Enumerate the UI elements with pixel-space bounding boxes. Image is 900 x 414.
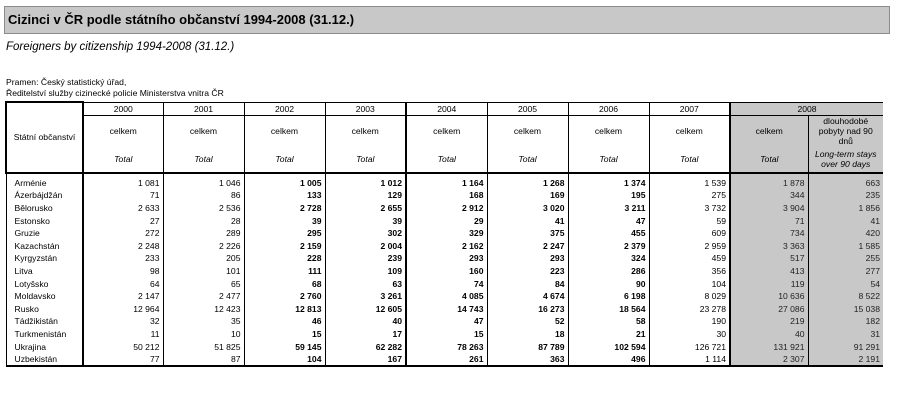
- value-cell: 375: [487, 227, 568, 240]
- value-cell: 39: [244, 214, 325, 227]
- subheader-cz: celkem: [730, 115, 808, 146]
- year-header: 2007: [649, 102, 730, 115]
- value-cell: 131 921: [730, 340, 808, 353]
- value-cell: 2 379: [568, 239, 649, 252]
- value-cell: 496: [568, 353, 649, 367]
- value-cell: 344: [730, 189, 808, 202]
- value-cell: 91 291: [808, 340, 883, 353]
- value-cell: 255: [808, 252, 883, 265]
- value-cell: 286: [568, 265, 649, 278]
- value-cell: 459: [649, 252, 730, 265]
- value-cell: 15: [406, 328, 487, 341]
- value-cell: 2 147: [83, 290, 163, 303]
- value-cell: 31: [808, 328, 883, 341]
- value-cell: 219: [730, 315, 808, 328]
- subheader-en: Total: [568, 146, 649, 173]
- value-cell: 235: [808, 189, 883, 202]
- value-cell: 104: [649, 277, 730, 290]
- value-cell: 2 159: [244, 239, 325, 252]
- value-cell: 10: [163, 328, 244, 341]
- country-cell: Gruzie: [6, 227, 83, 240]
- foreigners-table: [5, 101, 883, 367]
- value-cell: 12 813: [244, 302, 325, 315]
- year-header: 2005: [487, 102, 568, 115]
- table-row: [6, 189, 883, 202]
- subheader-cz: celkem: [325, 115, 406, 146]
- table-row: [6, 328, 883, 341]
- value-cell: 261: [406, 353, 487, 367]
- value-cell: 126 721: [649, 340, 730, 353]
- country-cell: Uzbekistán: [6, 353, 83, 367]
- country-cell: Kazachstán: [6, 239, 83, 252]
- value-cell: 15 038: [808, 302, 883, 315]
- year-header-row: [6, 102, 883, 115]
- value-cell: 104: [244, 353, 325, 367]
- value-cell: 2 247: [487, 239, 568, 252]
- value-cell: 3 363: [730, 239, 808, 252]
- source-line: Pramen: Český statistický úřad,: [6, 77, 127, 87]
- value-cell: 2 162: [406, 239, 487, 252]
- value-cell: 90: [568, 277, 649, 290]
- value-cell: 41: [808, 214, 883, 227]
- value-cell: 29: [406, 214, 487, 227]
- country-cell: Turkmenistán: [6, 328, 83, 341]
- value-cell: 205: [163, 252, 244, 265]
- subheader-cz-row: [6, 115, 883, 146]
- value-cell: 663: [808, 177, 883, 190]
- table-row: [6, 353, 883, 367]
- value-cell: 18 564: [568, 302, 649, 315]
- country-cell: Lotyšsko: [6, 277, 83, 290]
- year-header: 2006: [568, 102, 649, 115]
- value-cell: 293: [487, 252, 568, 265]
- value-cell: 2 226: [163, 239, 244, 252]
- value-cell: 52: [487, 315, 568, 328]
- value-cell: 1 164: [406, 177, 487, 190]
- subheader-cz: celkem: [83, 115, 163, 146]
- value-cell: 2 307: [730, 353, 808, 367]
- table-row: [6, 302, 883, 315]
- table-row: [6, 265, 883, 278]
- value-cell: 2 191: [808, 353, 883, 367]
- year-header: 2008: [730, 102, 883, 115]
- value-cell: 65: [163, 277, 244, 290]
- value-cell: 3 904: [730, 202, 808, 215]
- value-cell: 39: [325, 214, 406, 227]
- value-cell: 84: [487, 277, 568, 290]
- subheader-cz: celkem: [568, 115, 649, 146]
- value-cell: 109: [325, 265, 406, 278]
- subheader-cz: celkem: [406, 115, 487, 146]
- value-cell: 228: [244, 252, 325, 265]
- value-cell: 160: [406, 265, 487, 278]
- country-column-header: Státní občanství: [6, 102, 83, 173]
- value-cell: 517: [730, 252, 808, 265]
- value-cell: 27 086: [730, 302, 808, 315]
- subheader-long-en: Long-term stays over 90 days: [808, 146, 883, 173]
- country-cell: Ukrajina: [6, 340, 83, 353]
- table-row: [6, 177, 883, 190]
- value-cell: 356: [649, 265, 730, 278]
- value-cell: 272: [83, 227, 163, 240]
- table-row: [6, 227, 883, 240]
- value-cell: 6 198: [568, 290, 649, 303]
- value-cell: 3 261: [325, 290, 406, 303]
- value-cell: 1 268: [487, 177, 568, 190]
- value-cell: 223: [487, 265, 568, 278]
- country-cell: Kyrgyzstán: [6, 252, 83, 265]
- source-note: [6, 77, 224, 99]
- value-cell: 16 273: [487, 302, 568, 315]
- value-cell: 4 085: [406, 290, 487, 303]
- value-cell: 27: [83, 214, 163, 227]
- page-subtitle: Foreigners by citizenship 1994-2008 (31.12.): [6, 41, 235, 53]
- subheader-en: Total: [730, 146, 808, 173]
- value-cell: 46: [244, 315, 325, 328]
- country-cell: Tádžikistán: [6, 315, 83, 328]
- value-cell: 40: [730, 328, 808, 341]
- value-cell: 30: [649, 328, 730, 341]
- country-cell: Rusko: [6, 302, 83, 315]
- value-cell: 2 655: [325, 202, 406, 215]
- title-bar: [4, 6, 890, 34]
- value-cell: 68: [244, 277, 325, 290]
- value-cell: 129: [325, 189, 406, 202]
- value-cell: 11: [83, 328, 163, 341]
- table-row: [6, 290, 883, 303]
- value-cell: 295: [244, 227, 325, 240]
- subheader-en: Total: [325, 146, 406, 173]
- value-cell: 302: [325, 227, 406, 240]
- value-cell: 71: [83, 189, 163, 202]
- value-cell: 1 114: [649, 353, 730, 367]
- subheader-cz: celkem: [244, 115, 325, 146]
- value-cell: 239: [325, 252, 406, 265]
- value-cell: 28: [163, 214, 244, 227]
- year-header: 2003: [325, 102, 406, 115]
- country-cell: Arménie: [6, 177, 83, 190]
- value-cell: 190: [649, 315, 730, 328]
- value-cell: 2 477: [163, 290, 244, 303]
- value-cell: 63: [325, 277, 406, 290]
- subheader-cz: celkem: [649, 115, 730, 146]
- value-cell: 3 732: [649, 202, 730, 215]
- value-cell: 74: [406, 277, 487, 290]
- country-cell: Ázerbájdžán: [6, 189, 83, 202]
- value-cell: 35: [163, 315, 244, 328]
- value-cell: 2 728: [244, 202, 325, 215]
- value-cell: 1 878: [730, 177, 808, 190]
- subheader-en: Total: [649, 146, 730, 173]
- value-cell: 2 760: [244, 290, 325, 303]
- value-cell: 3 211: [568, 202, 649, 215]
- value-cell: 58: [568, 315, 649, 328]
- subheader-en: Total: [244, 146, 325, 173]
- value-cell: 50 212: [83, 340, 163, 353]
- value-cell: 8 029: [649, 290, 730, 303]
- value-cell: 98: [83, 265, 163, 278]
- value-cell: 4 674: [487, 290, 568, 303]
- value-cell: 1 012: [325, 177, 406, 190]
- value-cell: 1 585: [808, 239, 883, 252]
- value-cell: 2 633: [83, 202, 163, 215]
- value-cell: 289: [163, 227, 244, 240]
- value-cell: 87 789: [487, 340, 568, 353]
- value-cell: 14 743: [406, 302, 487, 315]
- country-cell: Bělorusko: [6, 202, 83, 215]
- value-cell: 734: [730, 227, 808, 240]
- value-cell: 71: [730, 214, 808, 227]
- value-cell: 1 005: [244, 177, 325, 190]
- year-header: 2004: [406, 102, 487, 115]
- value-cell: 59: [649, 214, 730, 227]
- table-row: [6, 277, 883, 290]
- table-row: [6, 252, 883, 265]
- value-cell: 23 278: [649, 302, 730, 315]
- table-row: [6, 315, 883, 328]
- subheader-long-cz: dlouhodobé pobyty nad 90 dnů: [808, 115, 883, 146]
- subheader-en: Total: [83, 146, 163, 173]
- value-cell: 101: [163, 265, 244, 278]
- value-cell: 324: [568, 252, 649, 265]
- value-cell: 2 959: [649, 239, 730, 252]
- value-cell: 329: [406, 227, 487, 240]
- page-title: Cizinci v ČR podle státního občanství 1994-2008 (31.12.): [8, 12, 355, 27]
- country-cell: Estonsko: [6, 214, 83, 227]
- subheader-en: Total: [163, 146, 244, 173]
- value-cell: 32: [83, 315, 163, 328]
- value-cell: 41: [487, 214, 568, 227]
- table-row: [6, 239, 883, 252]
- value-cell: 2 536: [163, 202, 244, 215]
- table-row: [6, 202, 883, 215]
- value-cell: 233: [83, 252, 163, 265]
- value-cell: 133: [244, 189, 325, 202]
- subheader-en-row: [6, 146, 883, 173]
- value-cell: 2 912: [406, 202, 487, 215]
- value-cell: 40: [325, 315, 406, 328]
- value-cell: 455: [568, 227, 649, 240]
- value-cell: 293: [406, 252, 487, 265]
- value-cell: 8 522: [808, 290, 883, 303]
- year-header: 2001: [163, 102, 244, 115]
- value-cell: 18: [487, 328, 568, 341]
- value-cell: 420: [808, 227, 883, 240]
- value-cell: 363: [487, 353, 568, 367]
- value-cell: 167: [325, 353, 406, 367]
- value-cell: 10 636: [730, 290, 808, 303]
- value-cell: 3 020: [487, 202, 568, 215]
- year-header: 2002: [244, 102, 325, 115]
- value-cell: 169: [487, 189, 568, 202]
- value-cell: 1 856: [808, 202, 883, 215]
- year-header: 2000: [83, 102, 163, 115]
- value-cell: 12 605: [325, 302, 406, 315]
- value-cell: 59 145: [244, 340, 325, 353]
- value-cell: 413: [730, 265, 808, 278]
- value-cell: 77: [83, 353, 163, 367]
- value-cell: 102 594: [568, 340, 649, 353]
- value-cell: 168: [406, 189, 487, 202]
- value-cell: 609: [649, 227, 730, 240]
- country-cell: Moldavsko: [6, 290, 83, 303]
- value-cell: 1 539: [649, 177, 730, 190]
- value-cell: 119: [730, 277, 808, 290]
- value-cell: 195: [568, 189, 649, 202]
- value-cell: 2 004: [325, 239, 406, 252]
- value-cell: 1 374: [568, 177, 649, 190]
- value-cell: 47: [406, 315, 487, 328]
- value-cell: 1 046: [163, 177, 244, 190]
- value-cell: 64: [83, 277, 163, 290]
- value-cell: 111: [244, 265, 325, 278]
- value-cell: 182: [808, 315, 883, 328]
- value-cell: 54: [808, 277, 883, 290]
- value-cell: 47: [568, 214, 649, 227]
- value-cell: 17: [325, 328, 406, 341]
- subheader-en: Total: [406, 146, 487, 173]
- value-cell: 1 081: [83, 177, 163, 190]
- value-cell: 51 825: [163, 340, 244, 353]
- table-row: [6, 340, 883, 353]
- value-cell: 21: [568, 328, 649, 341]
- country-cell: Litva: [6, 265, 83, 278]
- subheader-cz: celkem: [487, 115, 568, 146]
- value-cell: 277: [808, 265, 883, 278]
- value-cell: 86: [163, 189, 244, 202]
- source-line: Ředitelství služby cizinecké policie Ministerstva vnitra ČR: [6, 88, 224, 98]
- value-cell: 2 248: [83, 239, 163, 252]
- value-cell: 12 964: [83, 302, 163, 315]
- value-cell: 62 282: [325, 340, 406, 353]
- subheader-cz: celkem: [163, 115, 244, 146]
- value-cell: 12 423: [163, 302, 244, 315]
- table-row: [6, 214, 883, 227]
- value-cell: 78 263: [406, 340, 487, 353]
- value-cell: 275: [649, 189, 730, 202]
- value-cell: 87: [163, 353, 244, 367]
- value-cell: 15: [244, 328, 325, 341]
- subheader-en: Total: [487, 146, 568, 173]
